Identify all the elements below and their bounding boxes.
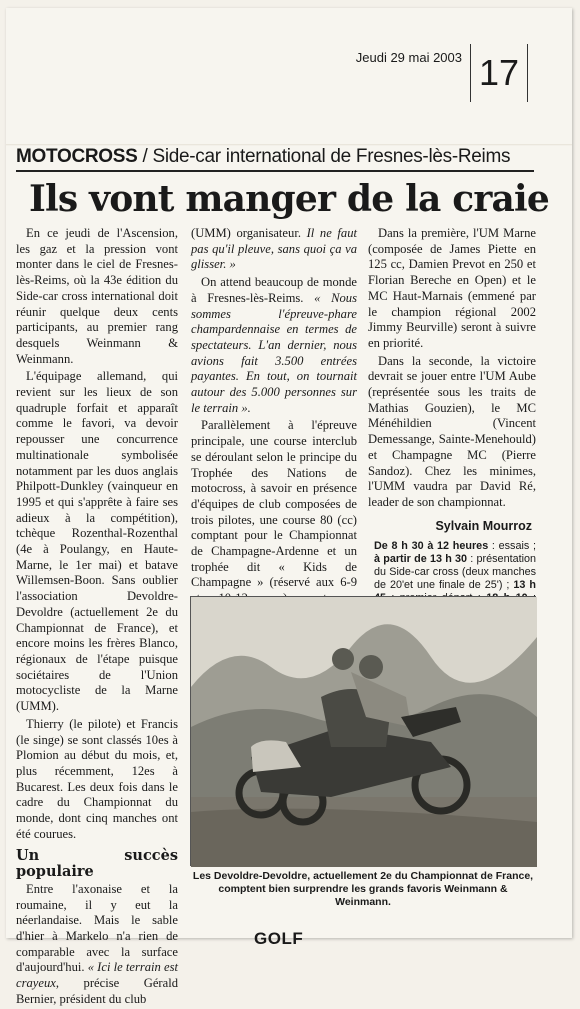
paragraph bbox=[191, 226, 357, 273]
rubric-kicker: MOTOCROSS bbox=[16, 146, 138, 167]
paragraph bbox=[16, 882, 178, 1008]
time: 13 h bbox=[513, 579, 536, 592]
paragraph: Dans la seconde, la victoire devrait se jouer entre l'UM Aube (représentée sous les traits de Mathias Gouzien), le MC Ménéhildien (Vincent Demessange, Sainte-Menehould) et Champagne MC (Pierre Sandoz). Chez les minimes, l'UMM vaudra par David Ré, leader de son championnat. bbox=[368, 353, 536, 509]
sidecar-photo bbox=[190, 596, 536, 866]
text-run: On attend beaucoup de monde à Fresnes-lès-Reims. bbox=[191, 275, 357, 305]
photo-caption: Les Devoldre-Devoldre, actuellement 2e du Championnat de France, comptent bien surprendre les grands favoris Weinmann & Weinmann. bbox=[192, 870, 534, 908]
issue-date: Jeudi 29 mai 2003 bbox=[355, 50, 462, 65]
quote-run: « Nous sommes l'épreuve-phare champardennaise en termes de spectateurs. L'an dernier, nous avions fait 3.500 entrées payantes. En tout, on tournait autour des 5.000 personnes sur le terrain ». bbox=[191, 290, 358, 415]
paragraph: Thierry (le pilote) et Francis (le singe) se sont classés 10es à Plomion au début du mois, et, plus récemment, 12es à Bucarest. Les deux fois dans le cadre du Championnat du monde, dont cinq manches ont été courues. bbox=[16, 716, 178, 841]
next-section-label: GOLF bbox=[254, 929, 304, 948]
author-signature: Sylvain Mourroz bbox=[435, 518, 532, 533]
article-headline: Ils vont manger de la craie bbox=[28, 178, 550, 220]
newspaper-clipping bbox=[6, 8, 572, 1006]
time: à partir de 13 h 30 bbox=[374, 553, 468, 566]
article-column-1 bbox=[16, 226, 178, 1009]
article-column-2 bbox=[191, 226, 357, 625]
page-number: 17 bbox=[470, 44, 528, 102]
section-subhead: Un succès populaire bbox=[16, 847, 178, 881]
paragraph bbox=[191, 275, 357, 416]
section-rubric bbox=[16, 146, 534, 172]
text-run: Entre l'axonaise et la roumaine, il y eut la néerlandaise. Mais le sable d'hier à Markelo n'a rien de comparable avec la surface d'aujourd'hui. bbox=[16, 881, 178, 975]
paragraph: L'équipage allemand, qui revient sur les lieux de son quadruple forfait et apparaît comme le favori, va devoir repousser une concurrence multinationale symbolisée notamment par les duos anglais Philpott-Dunkley (vainqueur en 1995 et qui s'apprête à faire ses adieux à la compétition), tchèque Rozenthal-Rozenthal (4e à Poulangy, en Haute-Marne, le 1er mai) et batave Willemsen-Boon. Sans oublier l'association Devoldre-Devoldre (actuellement 2e du Championnat de France), et encore moins les frères Blanco, régionaux de l'étape puisque sociétaires de l'Union motocycliste de la Marne (UMM). bbox=[16, 369, 178, 714]
text-run: (UMM) organisateur. bbox=[191, 226, 307, 240]
rubric-separator: / bbox=[137, 146, 153, 167]
text-run: : présentation du Side-car cross (deux manches de 20'et une finale de 25') ; bbox=[374, 553, 536, 592]
quote-run: « Ici le terrain est crayeux bbox=[16, 960, 178, 991]
rubric-title: Side-car international de Fresnes-lès-Reims bbox=[152, 146, 511, 167]
paragraph: En ce jeudi de l'Ascension, les gaz et la pression vont monter dans le ciel de Fresnes-lès-Reims, où la 43e édition du Side-car cross international doit réunir quelque deux cents participants, au premier rang desquels Weinmann & Weinmann. bbox=[16, 226, 178, 366]
quote-run: Il ne faut pas qu'il pleuve, sans quoi ça va glisser. » bbox=[191, 226, 357, 272]
sidecar-photo-illustration bbox=[191, 597, 537, 867]
paragraph: Parallèlement à l'épreuve principale, une course interclub se déroulant selon le principe du Trophée des Nations de motocross, à savoir en présence d'équipes de club composées de trois pilotes, une course 80 (cc) comptant pour le Championnat de Champagne-Ardenne et un trophée dit « Kids de Champagne » (réservé aux 6-9 bbox=[191, 418, 357, 590]
article-column-3 bbox=[368, 226, 536, 620]
text-run: : essais ; bbox=[488, 540, 536, 553]
paragraph: Dans la première, l'UM Marne (composée de James Piette en 125 cc, Damien Prevot en 250 et Florian Bereche en Open) et le MC Haut-Marnais (emmené par le champion régional 2002 Jimmy Beurville) seront à suivre en priorité. bbox=[368, 226, 536, 350]
time: De 8 h 30 à 12 heures bbox=[374, 540, 489, 553]
text-run: , précise Gérald Bernier, président du club bbox=[16, 976, 178, 1006]
